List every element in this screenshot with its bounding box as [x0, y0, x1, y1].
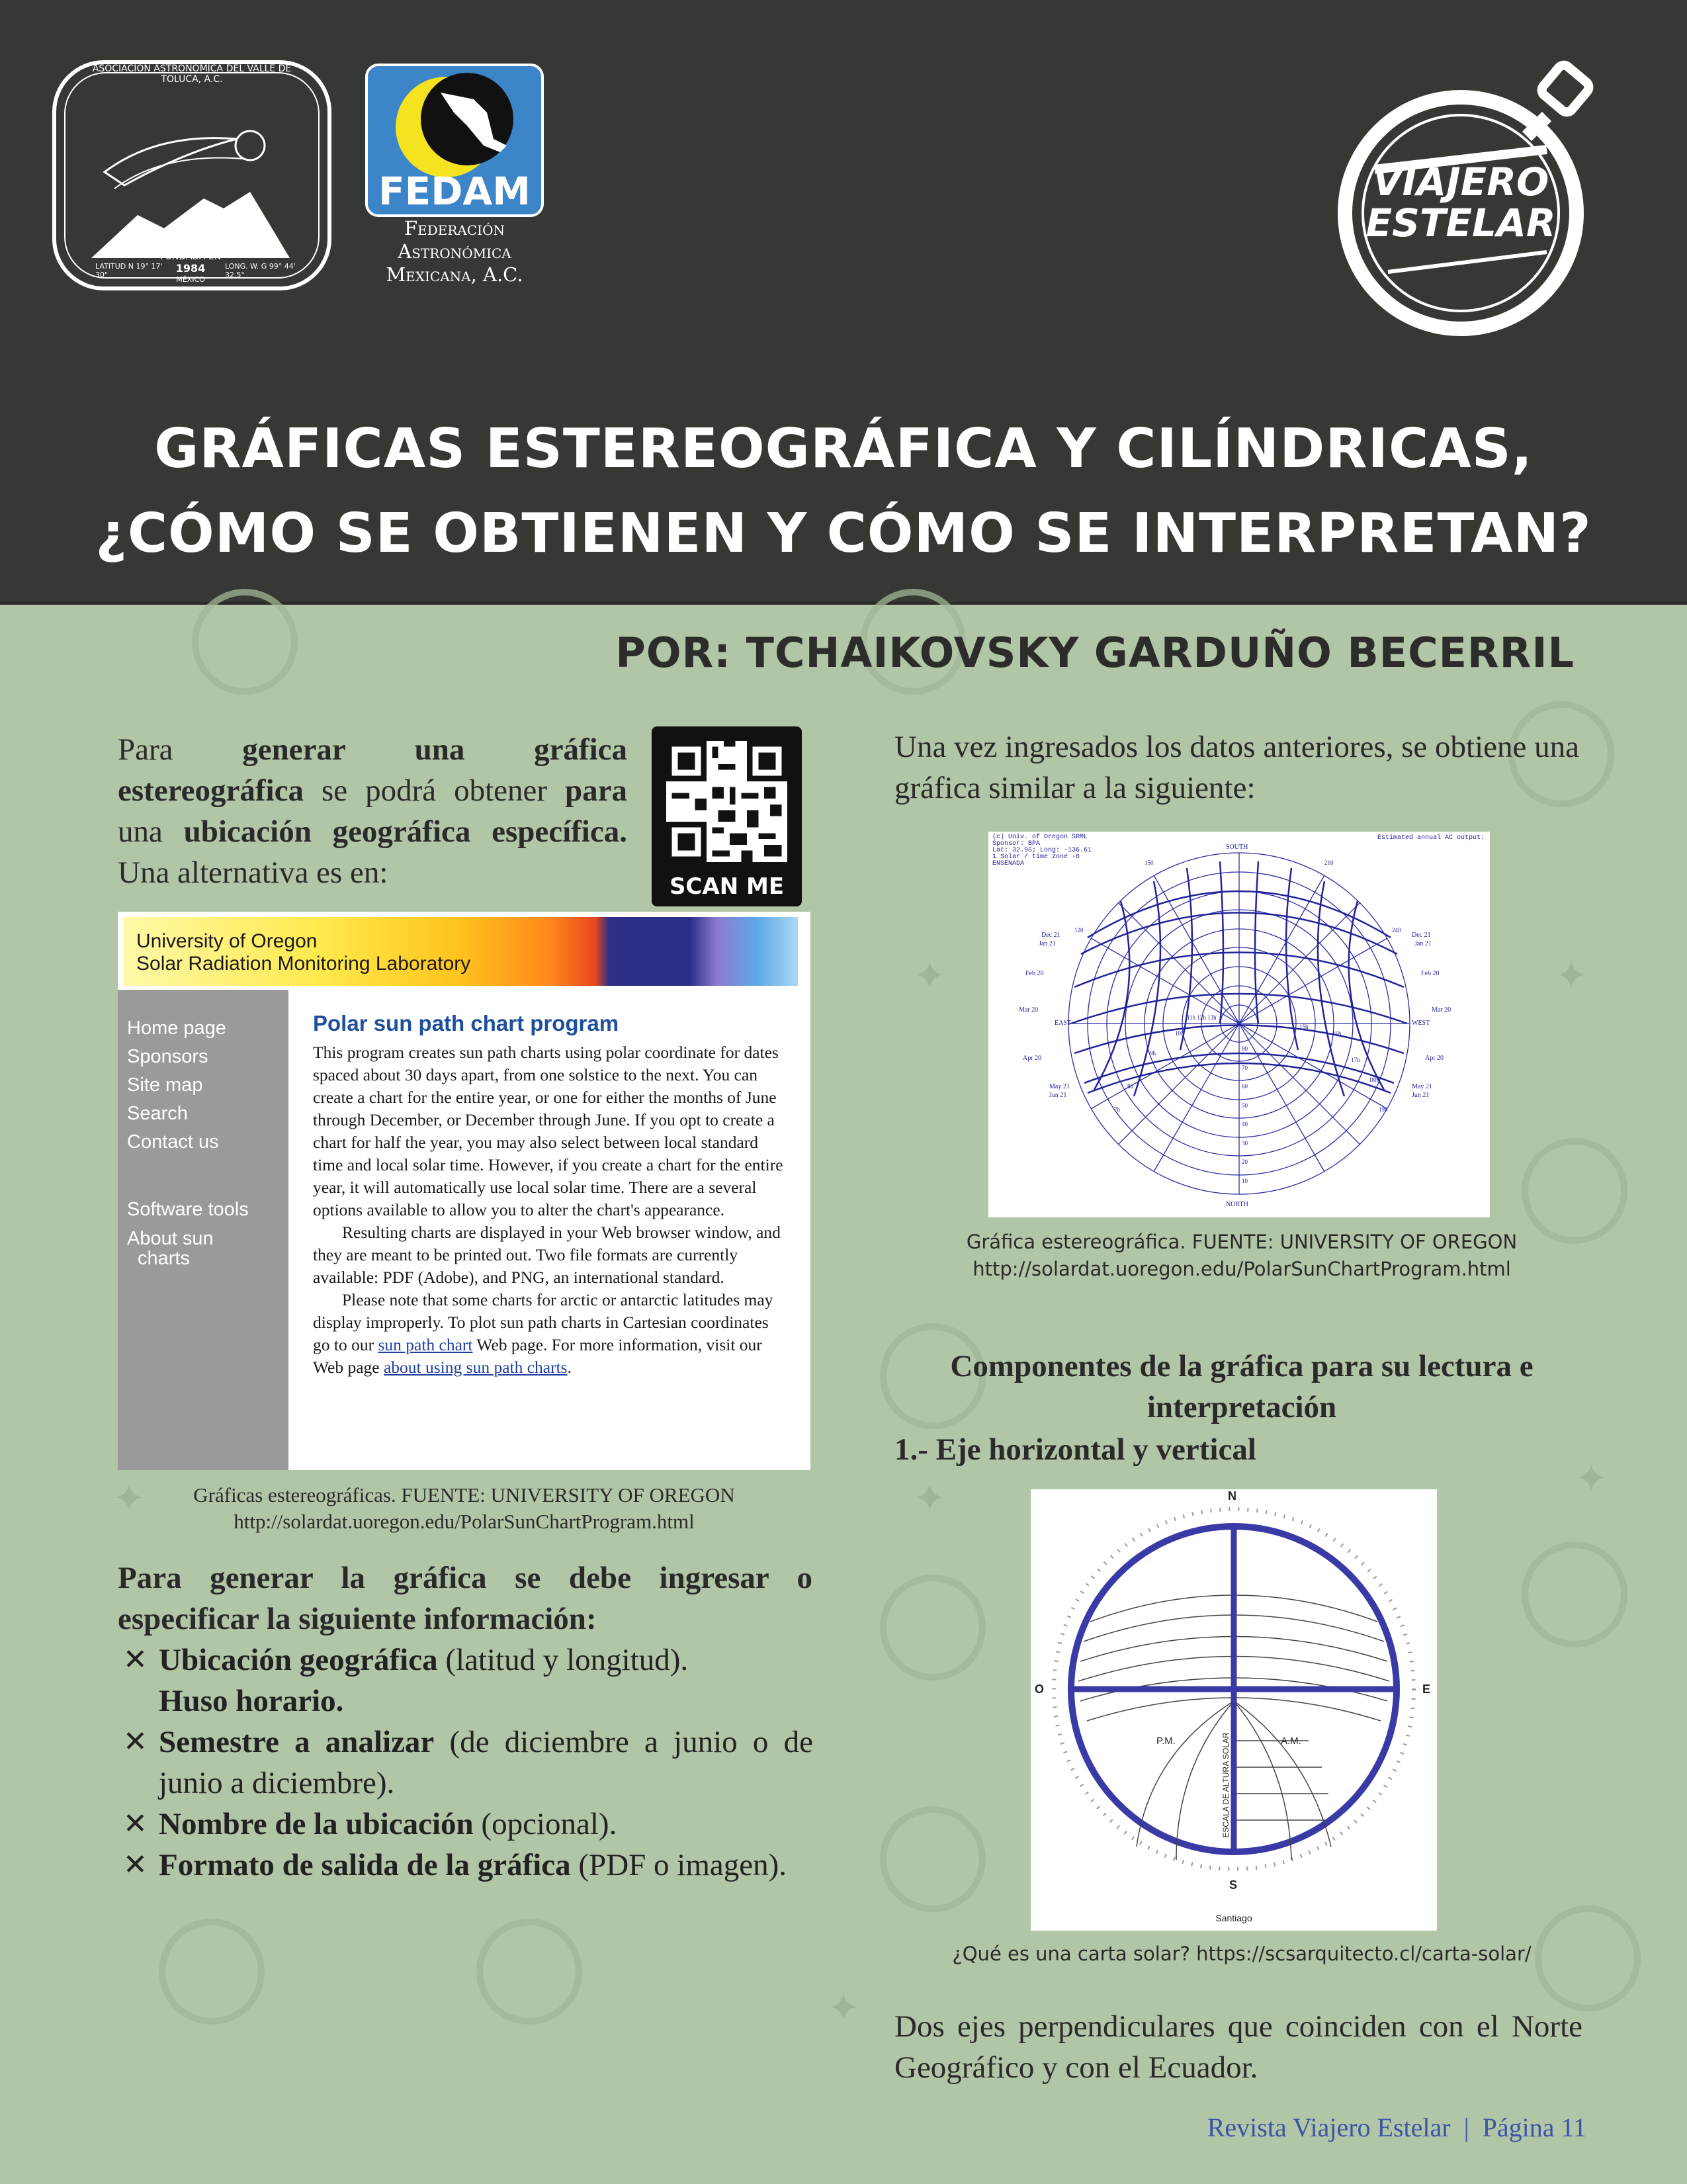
polar-hours-row: [1187, 1014, 1217, 1021]
footer-page: Página 11: [1482, 2113, 1586, 2142]
list-item: [123, 1722, 813, 1804]
uo-sidebar: [118, 990, 288, 1470]
bg-globe-icon: [476, 1919, 582, 2025]
polar-az-150: 150: [1145, 859, 1154, 866]
subheading-axes: 1.- Eje horizontal y vertical: [894, 1432, 1256, 1467]
bg-globe-icon: [192, 589, 298, 695]
page-footer: [1207, 2112, 1586, 2143]
polar-header-line: Sponsor: BPA: [992, 840, 1041, 848]
fedam-badge: [365, 64, 544, 217]
fedam-logo: [365, 64, 544, 288]
polar-date-label: Jun 21: [1412, 1092, 1430, 1099]
viajero-logo: [1328, 44, 1613, 355]
list-item: [123, 1639, 813, 1722]
polar-hour-18: 18h: [1369, 1076, 1378, 1083]
polar-hour-16: 16h: [1332, 1030, 1342, 1037]
chart-scale-label: ESCALA DE ALTURA SOLAR: [1221, 1732, 1231, 1838]
footer-magazine: Revista Viajero Estelar: [1207, 2113, 1451, 2142]
uo-nav-software[interactable]: Software tools: [127, 1199, 249, 1220]
solar-chart-svg: [1031, 1489, 1437, 1931]
cross-bullet-icon: ✕: [123, 1725, 148, 1759]
polar-alt-label: 40: [1242, 1121, 1248, 1127]
fedam-line2: Astronómica: [398, 240, 511, 263]
list-item-bold: Nombre de la ubicación: [159, 1807, 474, 1841]
polar-north: NORTH: [1226, 1201, 1248, 1208]
caption-2-line2: http://solardat.uoregon.edu/PolarSunChartProgram.html: [973, 1258, 1511, 1280]
list-item-text: (latitud y longitud).: [437, 1643, 689, 1677]
viajero-line2: ESTELAR: [1365, 200, 1556, 245]
uo-para-3: [313, 1289, 789, 1379]
uo-nav-sitemap[interactable]: Site map: [127, 1074, 203, 1096]
intro-text: Una alternativa es en:: [118, 855, 388, 890]
polar-east: EAST: [1055, 1020, 1071, 1027]
intro-bold: para: [565, 773, 627, 808]
polar-hour-label: 12h: [1197, 1014, 1206, 1021]
polar-west: WEST: [1412, 1020, 1430, 1027]
uo-about-link[interactable]: about using sun path charts: [383, 1358, 568, 1377]
uo-nav-charts[interactable]: charts: [138, 1248, 190, 1269]
caption-2: [894, 1229, 1589, 1283]
list-item-bold: Formato de salida de la gráfica: [159, 1848, 571, 1882]
polar-hour-label: 13h: [1207, 1014, 1217, 1021]
polar-date-label: Jun 21: [1049, 1092, 1067, 1099]
chart-west: O: [1035, 1682, 1045, 1696]
uo-para-3-text: Please note that some charts for arctic or antarctic latitudes may display improperly. To plot sun path charts in Cartesian coordinates go to our: [313, 1290, 773, 1354]
polar-hour-7: 7h: [1114, 1106, 1120, 1113]
caption-3: ¿Qué es una carta solar? https://scsarquitecto.cl/carta-solar/: [952, 1943, 1532, 1965]
uo-nav-about[interactable]: About sun: [127, 1228, 214, 1249]
uo-website-screenshot: [118, 912, 810, 1470]
cross-bullet-icon: ✕: [123, 1848, 148, 1882]
chart-north: N: [1228, 1489, 1236, 1503]
polar-date-label: Dec 21: [1041, 932, 1060, 939]
polar-dates-left: [1006, 931, 1070, 1100]
polar-header-line: ENSENADA: [992, 860, 1025, 867]
bg-globe-icon: [880, 1575, 986, 1681]
polar-hour-15: 15h: [1299, 1024, 1309, 1030]
intro-paragraph: [118, 729, 627, 893]
uo-sun-path-link[interactable]: sun path chart: [378, 1335, 473, 1354]
polar-header-left: [992, 834, 1092, 867]
bg-star-icon: ✦: [112, 1475, 146, 1522]
polar-date-label: Apr 20: [1023, 1055, 1042, 1062]
chart-am: A.M.: [1281, 1735, 1301, 1747]
viajero-line1: VIAJERO: [1372, 159, 1549, 204]
list-item-bold: Semestre a analizar: [159, 1725, 435, 1759]
list-item-text: (de diciembre a junio o de junio a diciembre).: [159, 1725, 813, 1800]
conclusion-paragraph: Dos ejes perpendiculares que coinciden con el Norte Geográfico y con el Ecuador.: [894, 2009, 1582, 2085]
polar-date-label: Feb 20: [1421, 970, 1440, 977]
avt-lat: LATITUD N 19° 17' 30": [95, 262, 163, 279]
fedam-line3: Mexicana, A.C.: [386, 263, 523, 286]
cross-bullet-icon: ✕: [123, 1643, 148, 1677]
avt-long: LONG. W. G 99° 44' 32.5": [225, 262, 296, 279]
uo-para-3-text: Web page. For more information, visit our Web page: [313, 1335, 762, 1377]
uo-main: [313, 1011, 789, 1379]
polar-az-210: 210: [1324, 859, 1334, 866]
polar-date-label: May 21: [1412, 1083, 1432, 1090]
avt-logo: [52, 60, 332, 291]
polar-date-label: Jan 21: [1039, 940, 1056, 947]
list-item-text: (PDF o imagen).: [570, 1848, 787, 1882]
caption-1-line2: http://solardat.uoregon.edu/PolarSunChartProgram.html: [234, 1510, 695, 1533]
avt-arc-text: ASOCIACIÓN ASTRONÓMICA DEL VALLE DE TOLUCA, A.C.: [92, 64, 292, 85]
bg-globe-icon: [880, 1806, 986, 1912]
qr-pattern-icon: [666, 741, 787, 862]
polar-header-line: (c) Univ. of Oregon SRML: [992, 834, 1088, 841]
list-item: [123, 1845, 813, 1886]
caption-1-line1: Gráficas estereográficas. FUENTE: UNIVERSITY OF OREGON: [193, 1483, 735, 1507]
polar-az-240: 240: [1392, 927, 1401, 934]
avt-year: 1984: [175, 262, 206, 275]
polar-alt-label: 10: [1242, 1177, 1248, 1184]
polar-alt-label: 30: [1242, 1139, 1248, 1147]
avt-mexico: MÉXICO: [176, 275, 205, 284]
intro-text: se podrá obtener: [303, 773, 565, 808]
uo-para-2-text: Resulting charts are displayed in your Web browser window, and they are meant to be printed out. Two file formats are currently available: PDF (Adobe), and PNG, an international standard.: [313, 1223, 781, 1287]
polar-date-label: Mar 20: [1432, 1006, 1451, 1014]
list-item-bold: Huso horario.: [159, 1684, 344, 1718]
list-item: [123, 1804, 813, 1845]
title-line-2: ¿CÓMO SE OBTIENEN Y CÓMO SE INTERPRETAN?: [95, 502, 1592, 565]
qr-label: SCAN ME: [669, 873, 785, 900]
uo-heading: Polar sun path chart program: [313, 1011, 619, 1035]
uo-nav-search[interactable]: Search: [127, 1103, 188, 1124]
chart-south: S: [1229, 1878, 1238, 1892]
bg-star-icon: ✦: [1555, 953, 1588, 999]
mexico-map-icon: [368, 66, 541, 179]
uo-para-3-text: .: [567, 1358, 572, 1377]
polar-dates-right: [1412, 931, 1451, 1100]
bg-star-icon: ✦: [913, 953, 947, 999]
polar-alt-label: 20: [1242, 1158, 1248, 1165]
polar-alt-label: 50: [1242, 1102, 1248, 1109]
right-intro: Una vez ingresados los datos anteriores, se obtiene una gráfica similar a la siguiente:: [894, 730, 1579, 805]
polar-hour-17: 17h: [1351, 1057, 1360, 1063]
caption-2-line1: Gráfica estereográfica. FUENTE: UNIVERSITY OF OREGON: [966, 1231, 1518, 1253]
intro-bold: ubicación geográfica específica.: [183, 814, 627, 849]
bg-globe-icon: [1522, 1542, 1627, 1647]
page-title: [0, 407, 1687, 576]
uo-banner-line1: University of Oregon: [136, 930, 318, 952]
qr-code[interactable]: [652, 726, 802, 906]
polar-date-label: Apr 20: [1425, 1055, 1444, 1062]
cross-bullet-icon: ✕: [123, 1807, 148, 1841]
polar-header-right: Estimated annual AC output:: [1377, 834, 1485, 842]
polar-hour-8: 8h: [1127, 1083, 1133, 1090]
avt-founded: FUNDADA EN: [159, 251, 222, 262]
polar-date-label: Dec 21: [1412, 932, 1431, 939]
uo-nav-contact[interactable]: Contact us: [127, 1131, 219, 1153]
caption-1: [118, 1482, 810, 1535]
polar-header-line: Lat: 32.9S; Long: -136.61: [992, 847, 1092, 854]
solar-chart-axes: [1031, 1489, 1437, 1931]
author-byline: POR: TCHAIKOVSKY GARDUÑO BECERRIL: [615, 629, 1575, 677]
footer-separator: |: [1463, 2113, 1469, 2142]
uo-paragraphs: [313, 1041, 789, 1379]
generate-heading: Para generar la gráfica se debe ingresar o especificar la siguiente información:: [118, 1561, 812, 1636]
components-heading: Componentes de la gráfica para su lectura e interpretación: [950, 1349, 1534, 1424]
polar-hour-9: 9h: [1150, 1050, 1156, 1057]
uo-banner-line2: Solar Radiation Monitoring Laboratory: [136, 953, 471, 975]
chart-city: Santiago: [1215, 1913, 1252, 1923]
bg-star-icon: ✦: [913, 1475, 947, 1522]
chart-pm: P.M.: [1156, 1735, 1176, 1747]
uo-para-2: [313, 1221, 789, 1289]
intro-text: Para: [118, 732, 243, 767]
fedam-name: FEDAM: [378, 169, 531, 214]
polar-header-line: 1 Solar / time zone -6: [992, 853, 1080, 861]
polar-date-label: Mar 20: [1019, 1006, 1039, 1014]
polar-alt-label: 70: [1242, 1064, 1248, 1071]
intro-text: una: [118, 814, 184, 849]
bg-star-icon: ✦: [1575, 1456, 1608, 1502]
polar-alt-scale: [1242, 1039, 1248, 1190]
list-item-text: (opcional).: [473, 1807, 617, 1841]
uo-nav-sponsors[interactable]: Sponsors: [127, 1046, 208, 1067]
polar-date-label: May 21: [1049, 1083, 1070, 1090]
polar-hour-19: 19h: [1379, 1106, 1388, 1113]
polar-hour-10: 10h: [1175, 1030, 1184, 1037]
polar-az-120: 120: [1074, 927, 1084, 934]
chart-east: E: [1422, 1682, 1431, 1696]
uo-para-1: This program creates sun path charts using polar coordinate for dates spaced about 30 days apart, from one solstice to the next. You can create a chart for the entire year, or one for either the months of June through December, or December through June. If you opt to create a chart for half the year, you may also select between local standard time and local solar time. However, if you create a chart for the entire year, it will automatically use local solar time. There are a several options available to allow you to alter the chart's appearance.: [313, 1043, 783, 1219]
uo-banner: [123, 917, 798, 986]
uo-nav-home[interactable]: Home page: [127, 1018, 226, 1039]
fedam-line1: Federación: [404, 217, 505, 240]
polar-south: SOUTH: [1226, 844, 1248, 851]
bg-star-icon: ✦: [827, 1985, 861, 2031]
bg-globe-icon: [1522, 1138, 1627, 1244]
polar-sun-chart: [988, 832, 1490, 1217]
list-item-bold: Ubicación geográfica: [159, 1643, 438, 1677]
polar-alt-label: 80: [1242, 1045, 1248, 1052]
title-line-1: GRÁFICAS ESTEREOGRÁFICA Y CILÍNDRICAS,: [154, 417, 1533, 480]
polar-date-label: Feb 20: [1025, 970, 1044, 977]
intro-bold: generar una gráfica estereográfica: [118, 732, 628, 808]
polar-hour-label: 11h: [1187, 1014, 1196, 1021]
polar-alt-label: 60: [1242, 1083, 1248, 1090]
polar-date-label: Jan 21: [1414, 940, 1432, 947]
bg-globe-icon: [159, 1919, 265, 2025]
